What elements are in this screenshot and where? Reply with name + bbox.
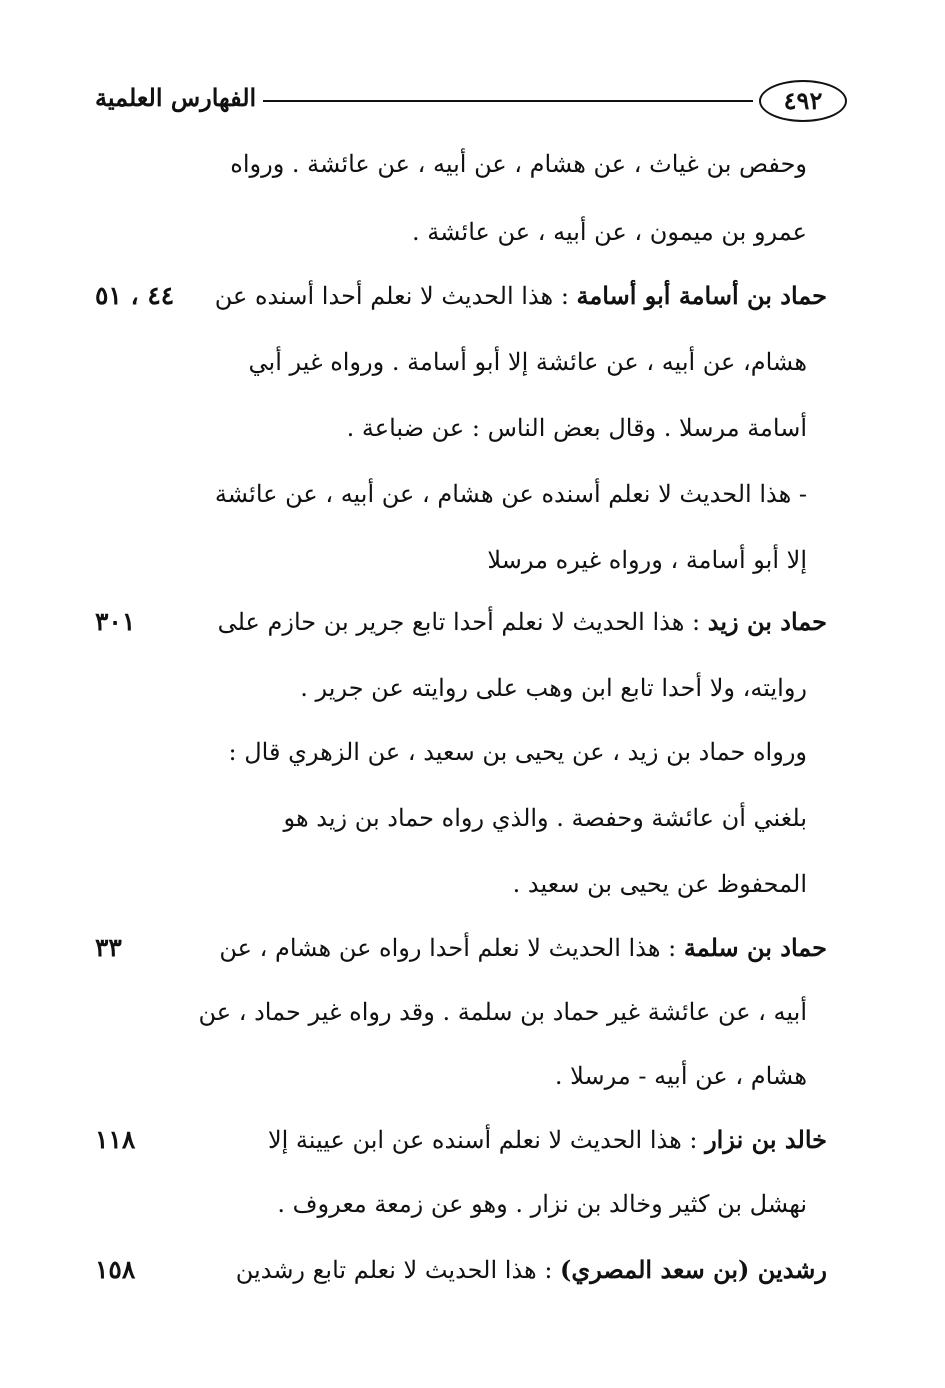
entry-text: : هذا الحديث لا نعلم أحدا أسنده عن: [214, 282, 577, 310]
entry-line: عمرو بن ميمون ، عن أبيه ، عن عائشة .: [412, 218, 807, 246]
entry-first-line: [218, 600, 827, 644]
entry-line: ورواه حماد بن زيد ، عن يحيى بن سعيد ، عن الزهري قال :: [228, 738, 807, 766]
page-reference: ١١٨: [95, 1125, 136, 1154]
narrator-name: حماد بن أسامة أبو أسامة: [576, 281, 827, 310]
entry-first-line: [268, 1118, 827, 1162]
entry-first-line: [236, 1248, 827, 1292]
entry-line: - هذا الحديث لا نعلم أسنده عن هشام ، عن أبيه ، عن عائشة: [214, 480, 807, 508]
entry-text: : هذا الحديث لا نعلم أحدا تابع جرير بن حازم على: [217, 608, 708, 636]
entry-text: : هذا الحديث لا نعلم أحدا رواه عن هشام ، عن: [219, 934, 684, 962]
page-reference: ٣٣: [95, 933, 122, 962]
header-title: الفهارس العلمية: [95, 83, 257, 112]
page-number: ٤٩٢: [759, 80, 847, 122]
entry-line: أبيه ، عن عائشة غير حماد بن سلمة . وقد رواه غير حماد ، عن: [198, 998, 807, 1026]
narrator-name: حماد بن زيد: [707, 607, 827, 636]
entry-first-line: [219, 926, 827, 970]
entry-line: بلغني أن عائشة وحفصة . والذي رواه حماد بن زيد هو: [283, 804, 807, 832]
entry-text: : هذا الحديث لا نعلم تابع رشدين: [235, 1256, 561, 1284]
entry-line: هشام ، عن أبيه - مرسلا .: [554, 1062, 807, 1090]
entry-line: نهشل بن كثير وخالد بن نزار . وهو عن زمعة معروف .: [277, 1190, 807, 1218]
narrator-name: رشدين (بن سعد المصري): [560, 1255, 827, 1284]
entry-line: المحفوظ عن يحيى بن سعيد .: [512, 870, 807, 898]
page-header: [95, 78, 847, 128]
header-rule: [263, 100, 753, 102]
entry-text: : هذا الحديث لا نعلم أسنده عن ابن عيينة إلا: [267, 1126, 706, 1154]
page-reference: ٣٠١: [95, 607, 136, 636]
entry-line: روايته، ولا أحدا تابع ابن وهب على روايته عن جرير .: [300, 674, 807, 702]
entry-line: إلا أبو أسامة ، ورواه غيره مرسلا: [487, 546, 807, 574]
entry-line: وحفص بن غياث ، عن هشام ، عن أبيه ، عن عائشة . ورواه: [230, 150, 807, 178]
page-reference: ١٥٨: [95, 1255, 136, 1284]
entry-line: أسامة مرسلا . وقال بعض الناس : عن ضباعة .: [346, 414, 807, 442]
narrator-name: خالد بن نزار: [705, 1125, 827, 1154]
entry-first-line: [215, 274, 827, 318]
entry-line: هشام، عن أبيه ، عن عائشة إلا أبو أسامة . ورواه غير أبي: [248, 348, 807, 376]
narrator-name: حماد بن سلمة: [683, 933, 827, 962]
page-reference: ٤٤ ، ٥١: [95, 281, 175, 310]
